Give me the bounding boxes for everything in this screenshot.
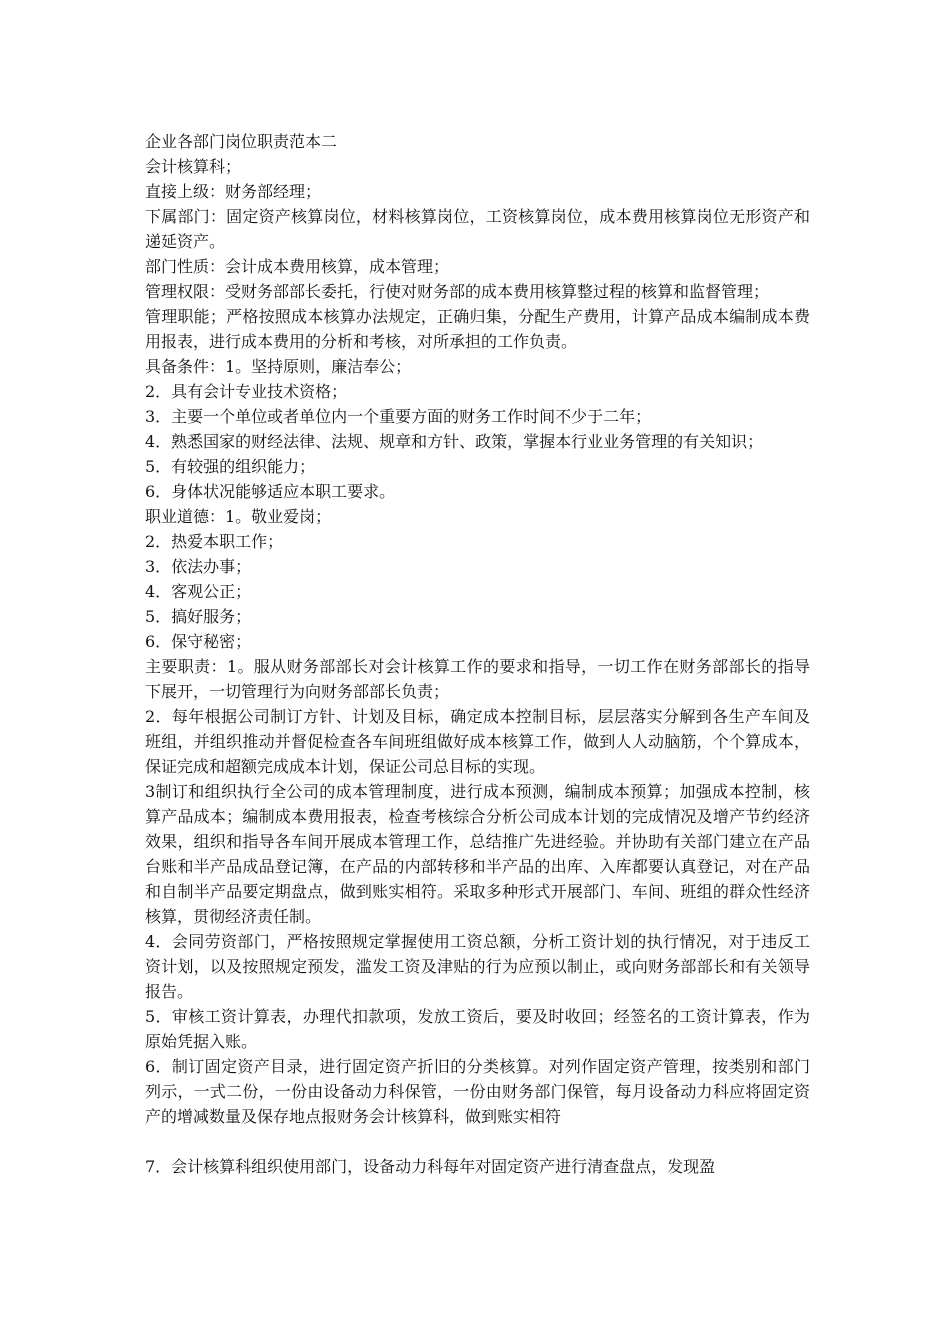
paragraph-subordinates: 下属部门：固定资产核算岗位，材料核算岗位，工资核算岗位，成本费用核算岗位无形资产和递延资产。	[145, 207, 810, 251]
paragraph-requirement-2: 2．具有会计专业技术资格；	[145, 382, 348, 401]
paragraph-nature: 部门性质：会计成本费用核算，成本管理；	[145, 257, 450, 276]
paragraph-authority: 管理权限：受财务部部长委托，行使对财务部的成本费用核算整过程的核算和监督管理；	[145, 282, 770, 301]
paragraph-ethics-1: 职业道德：1。敬业爱岗；	[145, 507, 332, 526]
paragraph-duty-6: 6．制订固定资产目录，进行固定资产折旧的分类核算。对列作固定资产管理，按类别和部门列示，一式二份，一份由设备动力科保管，一份由财务部门保管，每月设备动力科应将固定资产的增减数量及保存地点报财务会计核算科，做到账实相符	[145, 1057, 810, 1126]
document-body	[145, 129, 810, 1179]
paragraph-duty-5: 5．审核工资计算表，办理代扣款项，发放工资后，要及时收回；经签名的工资计算表，作为原始凭据入账。	[145, 1007, 810, 1051]
paragraph-ethics-4: 4．客观公正；	[145, 582, 252, 601]
paragraph-requirement-1: 具备条件：1。坚持原则，廉洁奉公；	[145, 357, 412, 376]
paragraph-ethics-2: 2．热爱本职工作；	[145, 532, 284, 551]
paragraph-duty-2: 2．每年根据公司制订方针、计划及目标，确定成本控制目标，层层落实分解到各生产车间及班组，并组织推动并督促检查各车间班组做好成本核算工作，做到人人动脑筋，个个算成本，保证完成和超额完成成本计划，保证公司总目标的实现。	[145, 707, 810, 776]
paragraph-requirement-3: 3．主要一个单位或者单位内一个重要方面的财务工作时间不少于二年；	[145, 407, 652, 426]
paragraph-ethics-3: 3．依法办事；	[145, 557, 252, 576]
paragraph-duty-3: 3制订和组织执行全公司的成本管理制度，进行成本预测，编制成本预算；加强成本控制，核算产品成本；编制成本费用报表，检查考核综合分析公司成本计划的完成情况及增产节约经济效果，组织和指导各车间开展成本管理工作，总结推广先进经验。并协助有关部门建立在产品台账和半产品成品登记簿，在产品的内部转移和半产品的出库、入库都要认真登记，对在产品和自制半产品要定期盘点，做到账实相符。采取多种形式开展部门、车间、班组的群众性经济核算，贯彻经济责任制。	[145, 782, 810, 926]
paragraph-duty-7: 7．会计核算科组织使用部门，设备动力科每年对固定资产进行清查盘点，发现盈	[145, 1157, 716, 1176]
paragraph-ethics-5: 5．搞好服务；	[145, 607, 252, 626]
paragraph-department: 会计核算科；	[145, 157, 242, 176]
paragraph-ethics-6: 6．保守秘密；	[145, 632, 252, 651]
paragraph-superior: 直接上级：财务部经理；	[145, 182, 322, 201]
paragraph-duty-1: 主要职责：1。服从财务部部长对会计核算工作的要求和指导，一切工作在财务部部长的指导下展开，一切管理行为向财务部部长负责；	[145, 657, 810, 701]
paragraph-duty-4: 4．会同劳资部门，严格按照规定掌握使用工资总额，分析工资计划的执行情况，对于违反工资计划，以及按照规定预发，滥发工资及津贴的行为应预以制止，或向财务部部长和有关领导报告。	[145, 932, 810, 1001]
paragraph-requirement-4: 4．熟悉国家的财经法律、法规、规章和方针、政策，掌握本行业业务管理的有关知识；	[145, 432, 764, 451]
paragraph-requirement-6: 6．身体状况能够适应本职工要求。	[145, 482, 396, 501]
document-title: 企业各部门岗位职责范本二	[145, 132, 338, 151]
paragraph-functions: 管理职能；严格按照成本核算办法规定，正确归集，分配生产费用，计算产品成本编制成本费用报表，进行成本费用的分析和考核，对所承担的工作负责。	[145, 307, 810, 351]
paragraph-requirement-5: 5．有较强的组织能力；	[145, 457, 316, 476]
